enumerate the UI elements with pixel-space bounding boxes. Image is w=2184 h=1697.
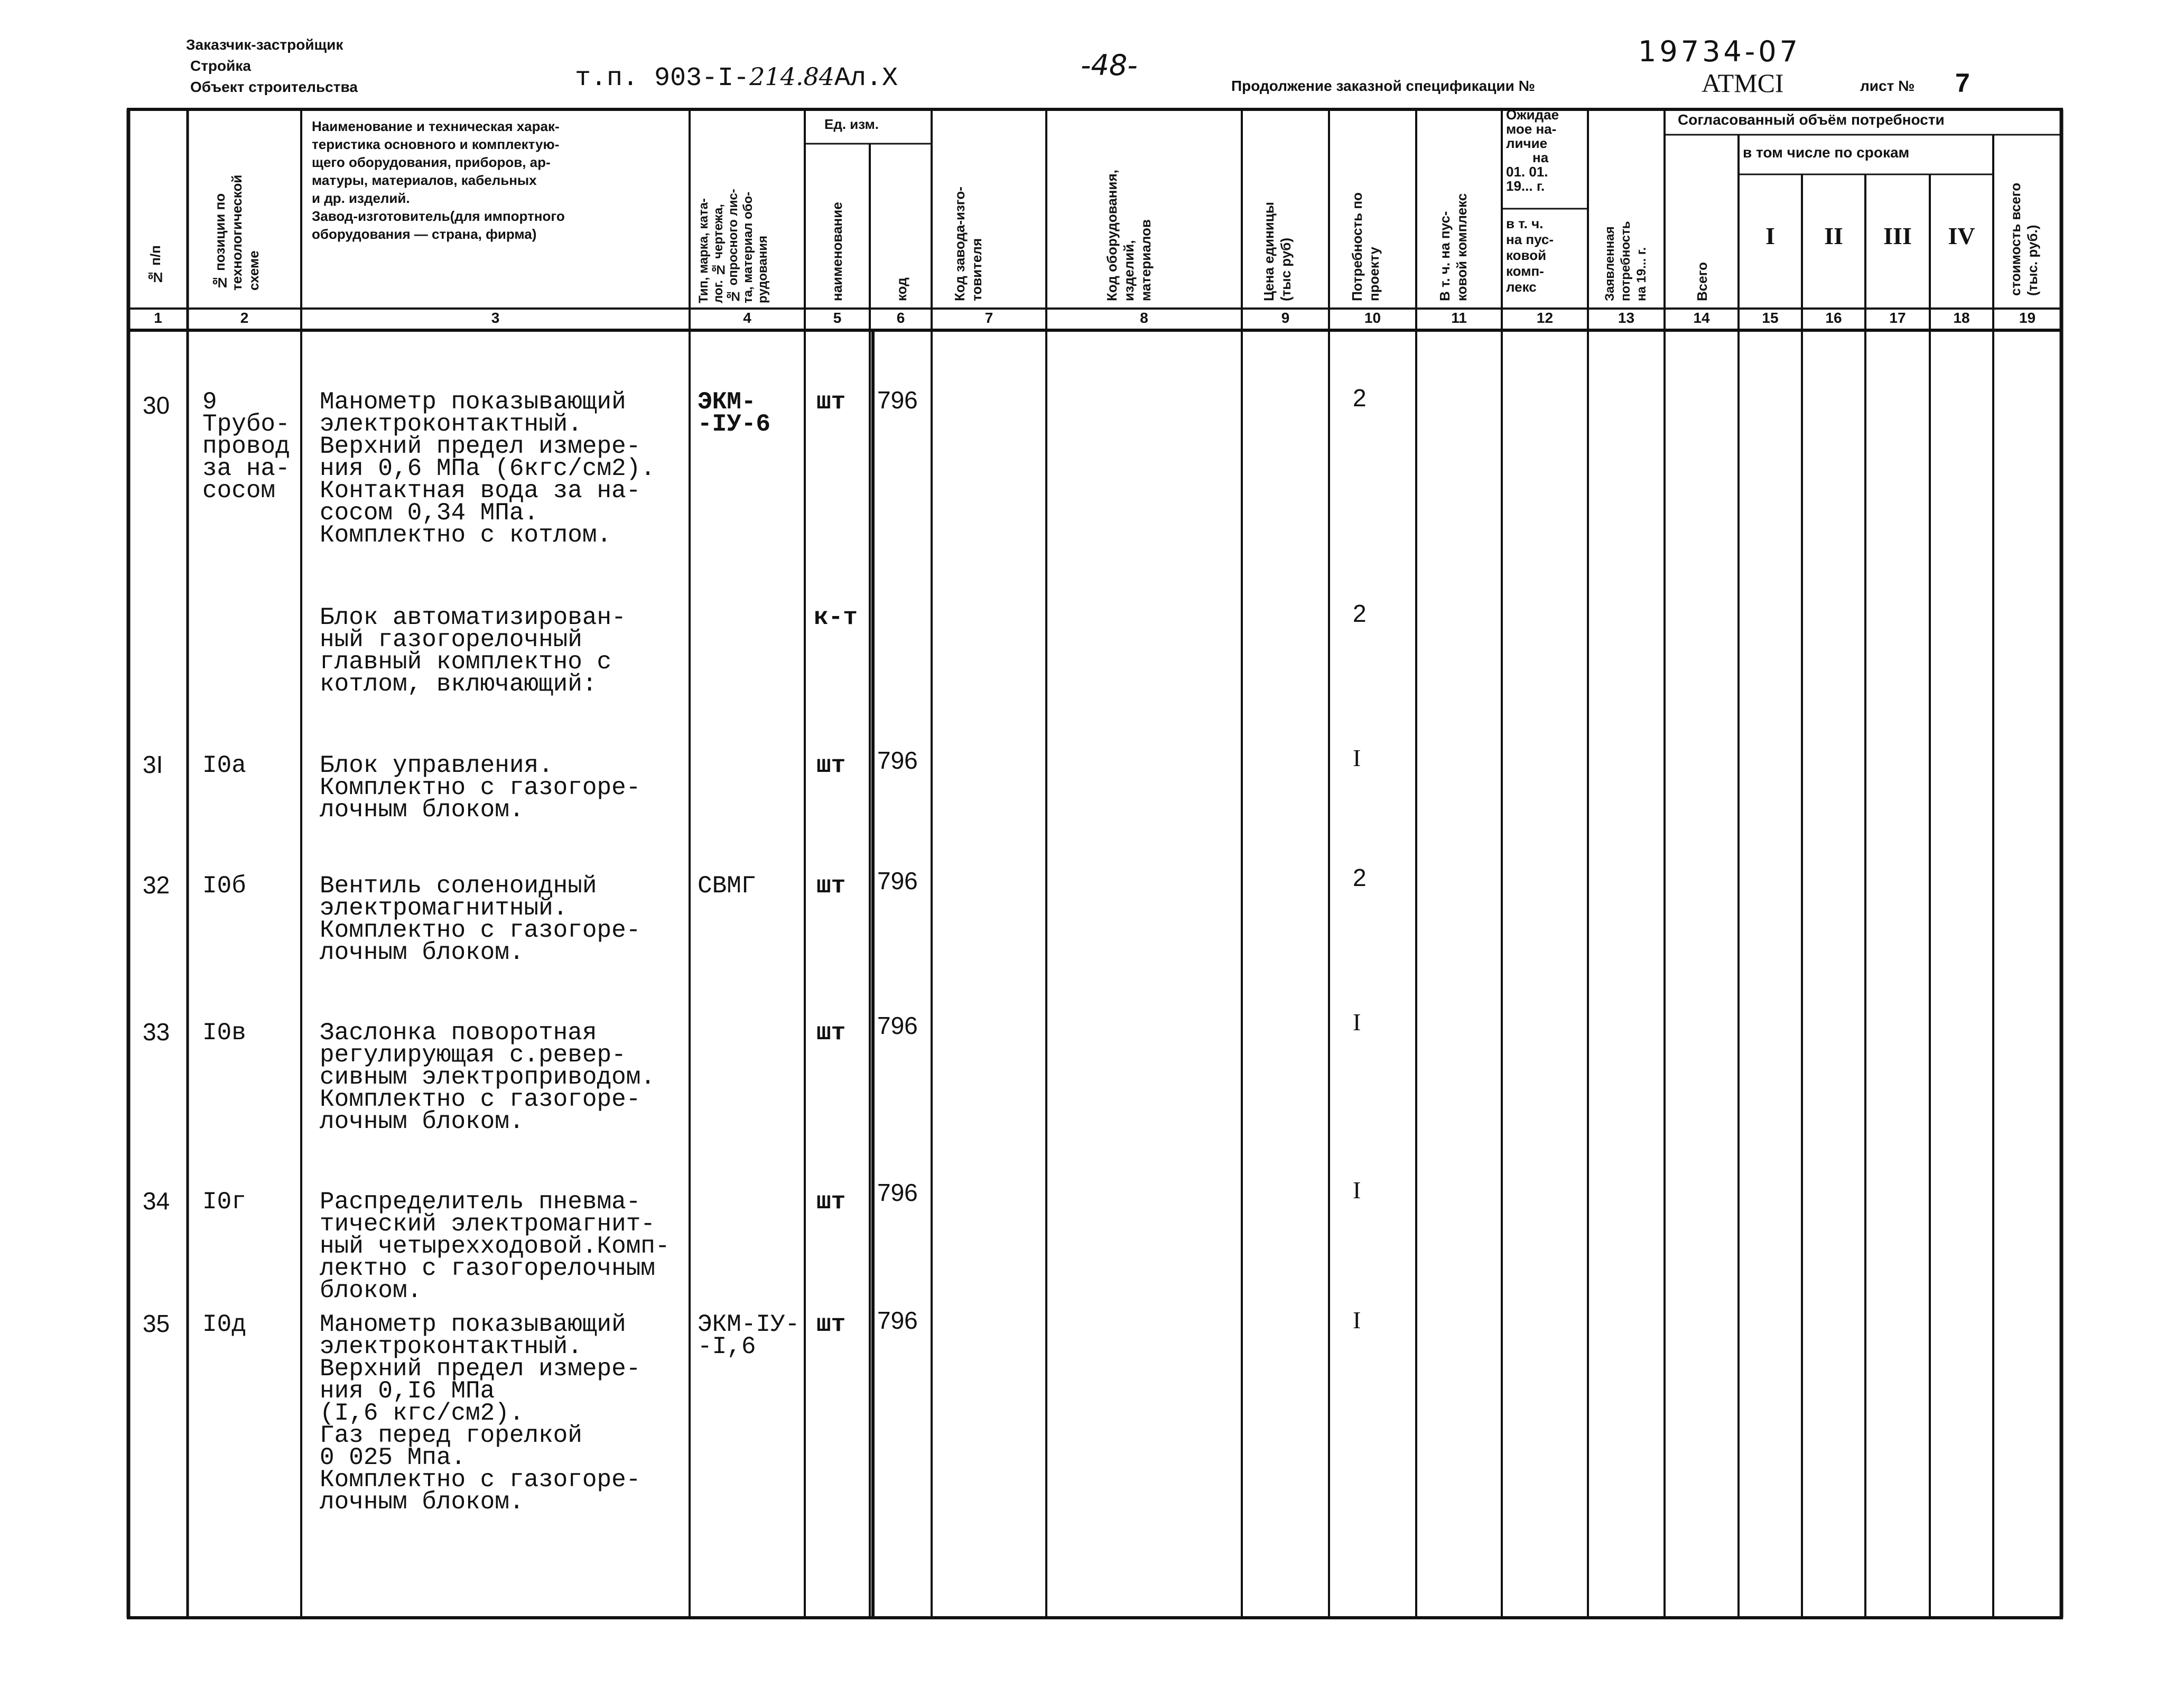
row-description: Вентиль соленоидный электромагнитный. Комплектно с газогоре- лочным блоком.	[320, 872, 641, 966]
row-code: 796	[877, 1012, 918, 1039]
row-number: 32	[143, 871, 170, 899]
row-number: 35	[143, 1310, 170, 1337]
col-header-11: В т. ч. на пус- ковой комплекс	[1437, 193, 1470, 301]
site-label: Стройка	[190, 58, 251, 74]
col-header-12-bottom-line: на пус-	[1506, 231, 1554, 247]
row-need: 2	[1353, 600, 1367, 627]
row-need: 2	[1353, 864, 1367, 891]
col-header-3-line: Наименование и техническая харак-	[312, 118, 560, 134]
row-code: 796	[877, 386, 918, 414]
row-code: 796	[877, 1179, 918, 1206]
col-number: 14	[1693, 310, 1710, 326]
project-ref-text: т.п. 903-I-	[575, 63, 750, 94]
sheet-label: лист №	[1860, 78, 1915, 94]
col-header-12-top-line: 01. 01.	[1506, 164, 1548, 180]
col-header-1: № п/п	[147, 245, 163, 285]
col-header-10: Потребность по проекту	[1349, 192, 1382, 301]
row-position: 9 Трубо- провод за на- сосом	[202, 388, 290, 505]
project-ref-handwritten: 214.84	[749, 62, 835, 91]
row-unit: шт	[816, 872, 846, 900]
row-need: I	[1353, 1009, 1361, 1036]
row-unit: шт	[816, 1188, 846, 1216]
row-position: I0в	[202, 1019, 246, 1047]
col-header-12-bottom-line: в т. ч.	[1506, 216, 1544, 231]
page-number: -48-	[1081, 49, 1138, 82]
row-description: Манометр показывающий электроконтактный. Верхний предел измере- ния 0,I6 МПа (I,6 кгс/см2). Газ перед горелкой 0 025 Мпа. Комплектно с газогоре- лочным блоком.	[320, 1311, 641, 1516]
row-description: Блок автоматизирован- ный газогорелочный главный комплектно с котлом, включающий:	[320, 604, 626, 698]
col-header-5: наименование	[829, 202, 845, 301]
spec-code: ATMCI	[1702, 68, 1784, 98]
col-number: 8	[1140, 310, 1148, 326]
unit-group-header: Ед. изм.	[824, 116, 879, 132]
document-number: 19734-07	[1638, 35, 1801, 68]
col-header-12-bottom-line: ковой	[1506, 247, 1547, 263]
row-description: Заслонка поворотная регулирующая с.ревер- сивным электроприводом. Комплектно с газогоре- лочным блоком.	[320, 1019, 655, 1135]
col-number: 4	[743, 310, 751, 326]
col-number: 19	[2019, 310, 2036, 326]
col-header-3-line: матуры, материалов, кабельных	[312, 172, 537, 188]
col-header-6: код	[894, 277, 909, 301]
col-number: 13	[1618, 310, 1635, 326]
col-header-3	[312, 117, 565, 243]
row-type: ЭКМ-IУ- -I,6	[698, 1311, 800, 1360]
col-header-3-line: и др. изделий.	[312, 190, 410, 206]
col-header-12-bottom	[1506, 216, 1554, 295]
col-number: 15	[1762, 310, 1779, 326]
col-number: 12	[1536, 310, 1554, 326]
row-unit: шт	[816, 1311, 846, 1338]
row-number: 3I	[143, 751, 163, 778]
col-number: 11	[1451, 310, 1467, 326]
col-number: 16	[1825, 310, 1842, 326]
row-number: 34	[143, 1187, 170, 1215]
terms-group-header: в том числе по срокам	[1743, 144, 1910, 161]
col-header-14: Всего	[1694, 262, 1710, 301]
col-header-4: Тип, марка, ката- лог. № чертежа, № опросного лис- та, материал обо- рудования	[696, 189, 770, 303]
row-need: I	[1353, 1307, 1361, 1334]
row-code: 796	[877, 747, 918, 774]
col-number: 2	[240, 310, 249, 326]
col-header-q3: III	[1883, 222, 1912, 249]
row-unit: к-т	[814, 604, 858, 631]
col-header-q4: IV	[1948, 222, 1975, 249]
row-position: I0д	[202, 1311, 246, 1338]
row-description: Манометр показывающий электроконтактный. Верхний предел измере- ния 0,6 МПа (6кгс/см2). Контактная вода за на- сосом 0,34 МПа. Комплектно с котлом.	[320, 388, 655, 549]
col-header-12-bottom-line: лекс	[1506, 279, 1537, 295]
col-header-13: Заявленная потребность на 19... г.	[1603, 221, 1649, 301]
col-number: 6	[896, 310, 905, 326]
row-position: I0б	[202, 872, 246, 900]
row-need: I	[1353, 1177, 1361, 1204]
col-number: 10	[1364, 310, 1381, 326]
col-header-8: Код оборудования, изделий, материалов	[1104, 170, 1154, 301]
col-header-12-top-line: личие	[1506, 135, 1548, 151]
row-unit: шт	[816, 1019, 846, 1047]
col-header-3-line: Завод-изготовитель(для импортного	[312, 208, 565, 224]
col-header-12-top-line: 19... г.	[1506, 178, 1545, 194]
row-type: ЭКМ- -IУ-6	[698, 388, 771, 438]
col-header-3-line: оборудования — страна, фирма)	[312, 226, 537, 242]
col-number: 7	[984, 310, 993, 326]
row-number: 30	[143, 391, 170, 419]
agreed-group-header: Согласованный объём потребности	[1678, 111, 1945, 128]
row-code: 796	[877, 867, 918, 894]
col-number: 1	[154, 310, 162, 326]
row-unit: шт	[816, 388, 846, 416]
row-position: I0а	[202, 752, 246, 779]
col-header-2: № позиции по технологической схеме	[212, 174, 262, 291]
row-description: Распределитель пневма- тический электромагнит- ный четырехходовой.Комп- лектно с газогорелочным блоком.	[320, 1188, 670, 1304]
col-header-12-top-line: мое на-	[1506, 121, 1557, 137]
row-number: 33	[143, 1018, 170, 1046]
object-label: Объект строительства	[190, 79, 358, 95]
album-text: Ал.X	[834, 63, 898, 94]
col-number: 5	[833, 310, 842, 326]
col-number: 18	[1953, 310, 1970, 326]
col-header-q1: I	[1765, 222, 1775, 249]
col-header-12-top-line: на	[1532, 150, 1549, 165]
col-number: 3	[491, 310, 500, 326]
row-type: СВМГ	[698, 872, 756, 900]
col-number: 17	[1889, 310, 1906, 326]
col-header-12-top	[1506, 108, 1559, 193]
row-description: Блок управления. Комплектно с газогоре- лочным блоком.	[320, 752, 641, 824]
continuation-label: Продолжение заказной спецификации №	[1231, 78, 1535, 94]
col-number: 9	[1281, 310, 1290, 326]
row-need: 2	[1353, 384, 1367, 412]
row-need: I	[1353, 744, 1361, 771]
col-header-9: Цена единицы (тыс руб)	[1261, 202, 1294, 301]
col-header-12-bottom-line: комп-	[1506, 263, 1544, 279]
col-header-q2: II	[1824, 222, 1843, 249]
sheet-number: 7	[1955, 68, 1970, 98]
col-header-7: Код завода-изго- товителя	[952, 187, 984, 301]
col-header-12-top-line: Ожидае	[1506, 107, 1559, 123]
col-header-3-line: щего оборудования, приборов, ар-	[312, 154, 551, 170]
customer-label: Заказчик-застройщик	[186, 36, 343, 53]
col-header-3-line: теристика основного и комплектую-	[312, 136, 560, 152]
col-header-19: стоимость всего (тыс. руб.)	[2008, 182, 2040, 296]
row-code: 796	[877, 1307, 918, 1334]
row-position: I0г	[202, 1188, 246, 1216]
row-unit: шт	[816, 752, 846, 779]
